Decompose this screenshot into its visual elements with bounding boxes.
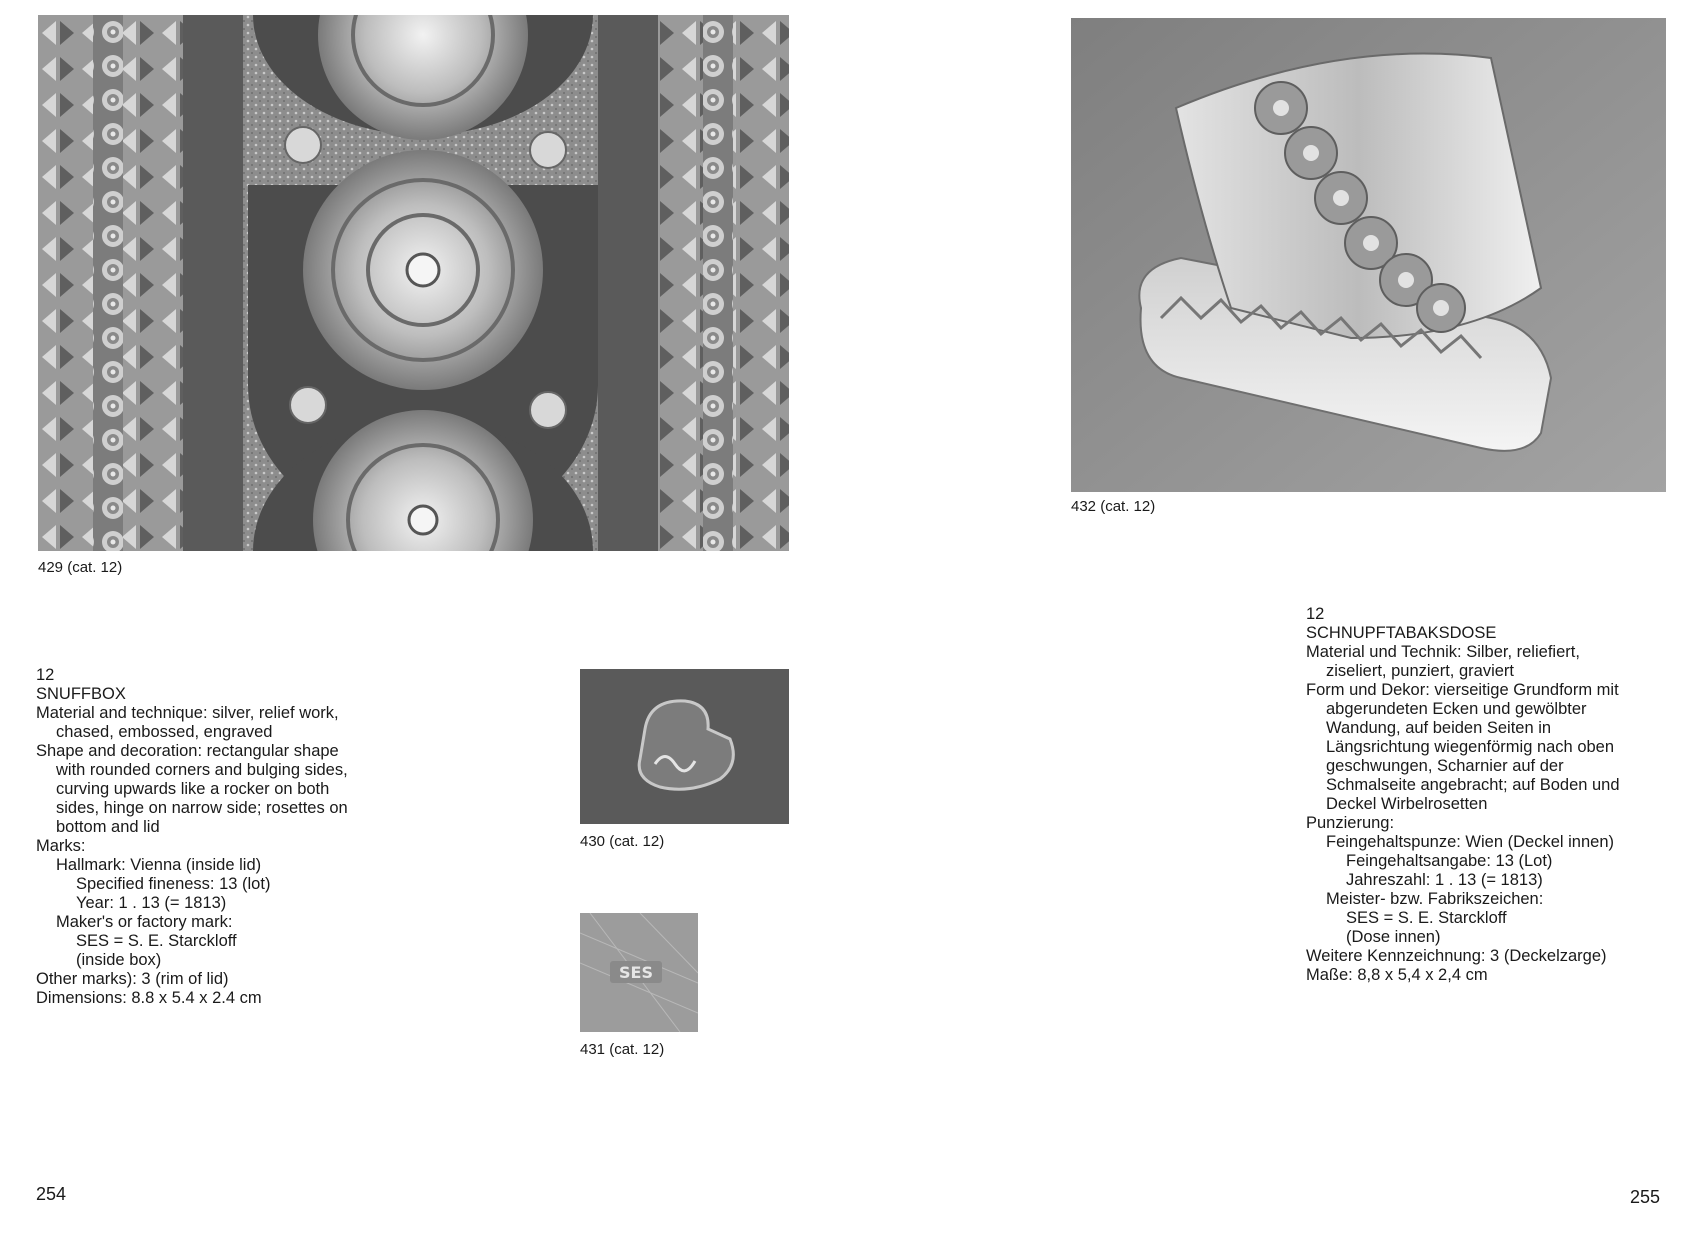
caption-429: 429 (cat. 12) [38,559,123,576]
catalog-entry-english [36,666,348,1008]
text-line: Schmalseite angebracht; auf Boden und [1326,776,1620,794]
text-line: SES = S. E. Starckloff [76,932,237,950]
text-line: Material and technique: silver, relief work, [36,704,339,722]
catalog-entry-german [1306,605,1620,985]
makers-mark-text: SES [619,963,653,982]
text-line: Wandung, auf beiden Seiten in [1326,719,1552,737]
photo-432-snuffbox [1071,18,1666,492]
caption-430: 430 (cat. 12) [580,833,665,850]
hallmark-photo-icon [580,669,789,824]
text-line: (inside box) [76,951,162,969]
text-line: Dimensions: 8.8 x 5.4 x 2.4 cm [36,989,262,1007]
text-line: Form und Dekor: vierseitige Grundform mit [1306,681,1619,699]
caption-432: 432 (cat. 12) [1071,498,1156,515]
text-line: bottom and lid [56,818,160,836]
entry-title: SCHNUPFTABAKSDOSE [1306,624,1497,642]
text-line: chased, embossed, engraved [56,723,273,741]
text-line: Shape and decoration: rectangular shape [36,742,339,760]
text-line: sides, hinge on narrow side; rosettes on [56,799,348,817]
text-line: Feingehaltsangabe: 13 (Lot) [1346,852,1553,870]
entry-title: SNUFFBOX [36,685,126,703]
text-line: Material und Technik: Silber, reliefiert, [1306,643,1580,661]
text-line: Maker's or factory mark: [56,913,233,931]
text-line: curving upwards like a rocker on both [56,780,330,798]
entry-number: 12 [1306,605,1325,623]
text-line: Feingehaltspunze: Wien (Deckel innen) [1326,833,1614,851]
embossed-lid-detail-photo-icon [38,15,789,551]
text-line: abgerundeten Ecken und gewölbter [1326,700,1587,718]
text-line: Marks: [36,837,86,855]
text-line: Year: 1 . 13 (= 1813) [76,894,227,912]
caption-431: 431 (cat. 12) [580,1041,665,1058]
text-line: Längsrichtung wiegenförmig nach oben [1326,738,1615,756]
photo-429-lid-detail [38,15,789,551]
entry-number: 12 [36,666,55,684]
text-line: Specified fineness: 13 (lot) [76,875,271,893]
text-line: with rounded corners and bulging sides, [56,761,348,779]
page-number-right: 255 [1630,1187,1661,1207]
text-line: Punzierung: [1306,814,1395,832]
text-line: ziseliert, punziert, graviert [1326,662,1514,680]
text-line: Weitere Kennzeichnung: 3 (Deckelzarge) [1306,947,1607,965]
makers-mark-photo-icon [580,913,698,1032]
text-line: SES = S. E. Starckloff [1346,909,1507,927]
text-line: Deckel Wirbelrosetten [1326,795,1488,813]
photo-430-hallmark [580,669,789,824]
text-line: Meister- bzw. Fabrikszeichen: [1326,890,1544,908]
text-line: geschwungen, Scharnier auf der [1326,757,1564,775]
text-line: Maße: 8,8 x 5,4 x 2,4 cm [1306,966,1488,984]
text-line: Hallmark: Vienna (inside lid) [56,856,262,874]
text-line: Other marks): 3 (rim of lid) [36,970,229,988]
page-number-left: 254 [36,1184,67,1204]
text-line: Jahreszahl: 1 . 13 (= 1813) [1346,871,1543,889]
snuffbox-photo-icon [1071,18,1666,492]
text-line: (Dose innen) [1346,928,1441,946]
photo-431-makers-mark [580,913,698,1032]
